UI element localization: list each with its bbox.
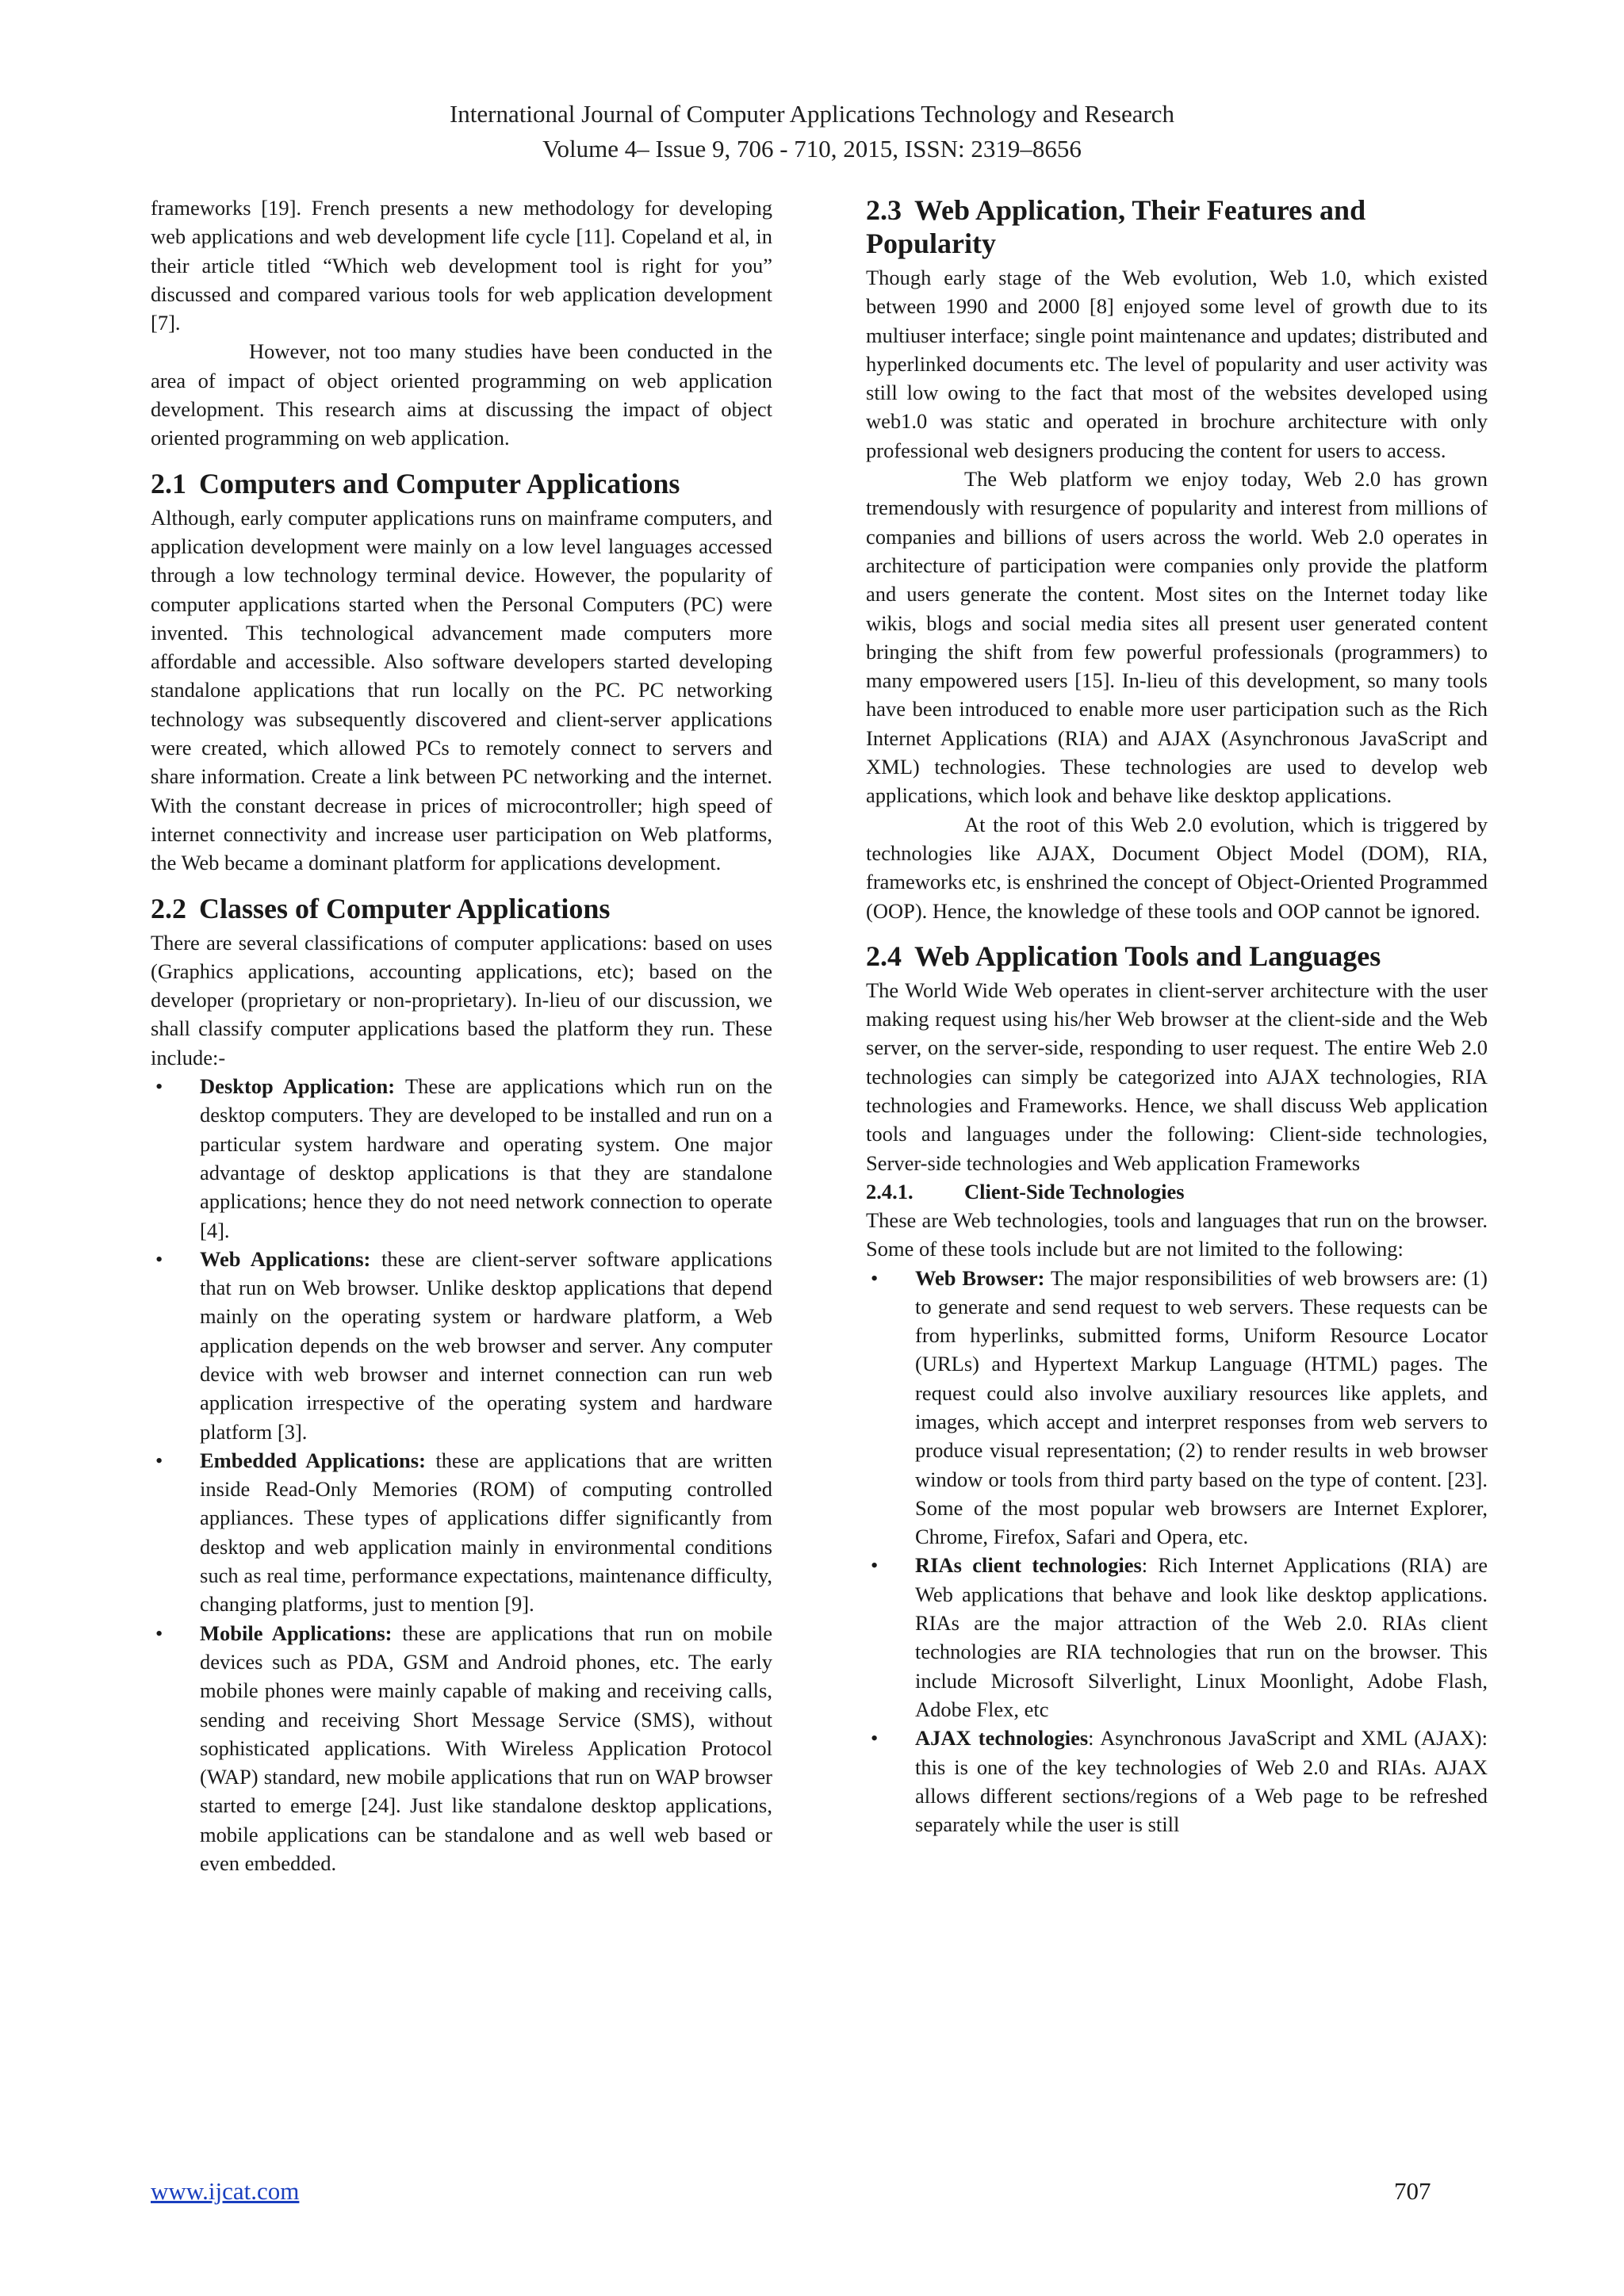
section-heading-2-3: 2.3 Web Application, Their Features and Popularity xyxy=(866,194,1366,259)
journal-website-link[interactable]: www.ijcat.com xyxy=(151,2177,300,2205)
bullet-icon: • xyxy=(871,1726,879,1751)
paragraph: At the root of this Web 2.0 evolution, which is triggered by technologies like AJAX, Document Object Model (DOM), RIA, frameworks etc, is enshrined the concept of Object-Oriented Programmed (OOP). Hence, the knowledge of these tools and OOP cannot be ignored. xyxy=(866,812,1488,923)
paragraph: The World Wide Web operates in client-server architecture with the user making request using his/her Web browser at the client-side and the Web server, on the server-side, responding to user request. The entire Web 2.0 technologies can simply be categorized into AJAX technologies, RIA technologies and Frameworks. Hence, we shall discuss Web application tools and languages under the following: Client-side technologies, Server-side technologies and Web application Frameworks xyxy=(866,978,1488,1175)
list-item: • Mobile Applications: these are applications that run on mobile devices such as PDA, GSM and Android phones, etc. The early mobile phones were mainly capable of making and receiving calls, sending and receiving Short Message Service (SMS), without sophisticated applications. With Wireless Application Protocol (WAP) standard, new mobile applications that run on WAP browser started to emerge [24]. Just like standalone desktop applications, mobile applications can be standalone and as well web based or even embedded. xyxy=(151,1619,772,1878)
bullet-icon: • xyxy=(155,1246,163,1271)
journal-volume: Volume 4– Issue 9, 706 - 710, 2015, ISSN: 2319–8656 xyxy=(542,135,1082,163)
client-side-technologies-list xyxy=(866,1264,1488,1839)
section-heading-2-1: 2.1 Computers and Computer Applications xyxy=(151,467,680,499)
list-item: • RIAs client technologies: Rich Internet Applications (RIA) are Web applications that behave and look like desktop applications. RIAs are the major attraction of the Web 2.0. RIAs client technologies are RIA technologies that run on the browser. This include Microsoft Silverlight, Linux Moonlight, Adobe Flash, Adobe Flex, etc xyxy=(866,1551,1488,1724)
list-item: • Embedded Applications: these are applications that are written inside Read-Only Memories (ROM) of computing controlled appliances. These types of applications differ significantly from desktop and web application mainly in environmental conditions such as real time, performance expectations, maintenance difficulty, changing platforms, just to mention [9]. xyxy=(151,1446,772,1619)
journal-header xyxy=(0,97,1624,166)
list-item: • AJAX technologies: Asynchronous JavaScript and XML (AJAX): this is one of the key technologies of Web 2.0 and RIAs. AJAX allows different sections/regions of a Web page to be refreshed separately while the user is still xyxy=(866,1724,1488,1839)
section-heading-2-2: 2.2 Classes of Computer Applications xyxy=(151,892,611,924)
paragraph: The Web platform we enjoy today, Web 2.0 has grown tremendously with resurgence of popularity and interest from millions of companies and billions of users across the world. Web 2.0 operates in architecture of participation were companies only provide the platform and users generate the content. Most sites on the Internet today like wikis, blogs and social media sites all present user generated content bringing the shift from few powerful professionals (programmers) to many empowered users [15]. In-lieu of this development, so many tools have been introduced to enable more user participation such as the Rich Internet Applications (RIA) and AJAX (Asynchronous JavaScript and XML) technologies. These technologies are used to develop web applications, which look and behave like desktop applications. xyxy=(866,467,1488,808)
paragraph: frameworks [19]. French presents a new methodology for developing web applications and web development life cycle [11]. Copeland et al, in their article titled “Which web development tool is right for you” discussed and compared various tools for web application development [7]. xyxy=(151,196,772,335)
paragraph: These are Web technologies, tools and languages that run on the browser. Some of these tools include but are not limited to the following: xyxy=(866,1207,1488,1261)
left-column xyxy=(151,193,772,1877)
bullet-icon: • xyxy=(155,1074,163,1099)
list-item: • Web Applications: these are client-server software applications that run on Web browser. Unlike desktop applications that depend mainly on the operating system or hardware platform, a Web application depends on the web browser and server. Any computer device with web browser and internet connection can run web application irrespective of the operating system and hardware platform [3]. xyxy=(151,1245,772,1446)
paragraph: There are several classifications of computer applications: based on uses (Graphics applications, accounting applications, etc); based on the developer (proprietary or non-proprietary). In-lieu of our discussion, we shall classify computer applications based the platform they run. These include:- xyxy=(151,930,772,1070)
paragraph: Although, early computer applications runs on mainframe computers, and application development were mainly on a low level languages accessed through a low technology terminal device. However, the popularity of computer applications started when the Personal Computers (PC) were invented. This technological advancement made computers more affordable and accessible. Also software developers started developing standalone applications that run locally on the PC. PC networking technology was subsequently discovered and client-server applications were created, which allowed PCs to remotely connect to servers and share information. Create a link between PC networking and the internet. With the constant decrease in prices of microcontroller; high speed of internet connectivity and increase user participation on Web platforms, the Web became a dominant platform for applications development. xyxy=(151,505,772,875)
bullet-icon: • xyxy=(871,1553,879,1578)
paragraph: However, not too many studies have been conducted in the area of impact of object oriented programming on web application development. This research aims at discussing the impact of object oriented programming on web application. xyxy=(151,339,772,450)
right-column xyxy=(866,193,1488,1839)
application-classes-list xyxy=(151,1072,772,1877)
bullet-icon: • xyxy=(871,1265,879,1290)
page-number: 707 xyxy=(1394,2177,1431,2205)
list-item: • Web Browser: The major responsibilities of web browsers are: (1) to generate and send request to web servers. These requests can be from hyperlinks, submitted forms, Uniform Resource Locator (URLs) and Hypertext Markup Language (HTML) pages. The request could also involve auxiliary resources like applets, and images, which accept and interpret responses from web servers to produce visual representation; (2) to render results in web browser window or tools from third party based on the type of content. [23]. Some of the most popular web browsers are Internet Explorer, Chrome, Firefox, Safari and Opera, etc. xyxy=(866,1264,1488,1552)
subsection-heading-2-4-1: 2.4.1. Client-Side Technologies xyxy=(866,1179,1185,1203)
bullet-icon: • xyxy=(155,1448,163,1472)
list-item: • Desktop Application: These are applications which run on the desktop computers. They are developed to be installed and run on a particular system hardware and operating system. One major advantage of desktop applications is that they are standalone applications; hence they do not need network connection to operate [4]. xyxy=(151,1072,772,1245)
bullet-icon: • xyxy=(155,1621,163,1645)
paragraph: Though early stage of the Web evolution, Web 1.0, which existed between 1990 and 2000 [8] enjoyed some level of growth due to its multiuser interface; single point maintenance and updates; distributed and hyperlinked documents etc. The level of popularity and user activity was still low owing to the fact that most of the websites developed using web1.0 was static and operated in brochure architecture with only professional web designers producing the content for users to access. xyxy=(866,266,1488,462)
journal-title: International Journal of Computer Applications Technology and Research xyxy=(449,100,1175,128)
section-heading-2-4: 2.4 Web Application Tools and Languages xyxy=(866,939,1381,972)
